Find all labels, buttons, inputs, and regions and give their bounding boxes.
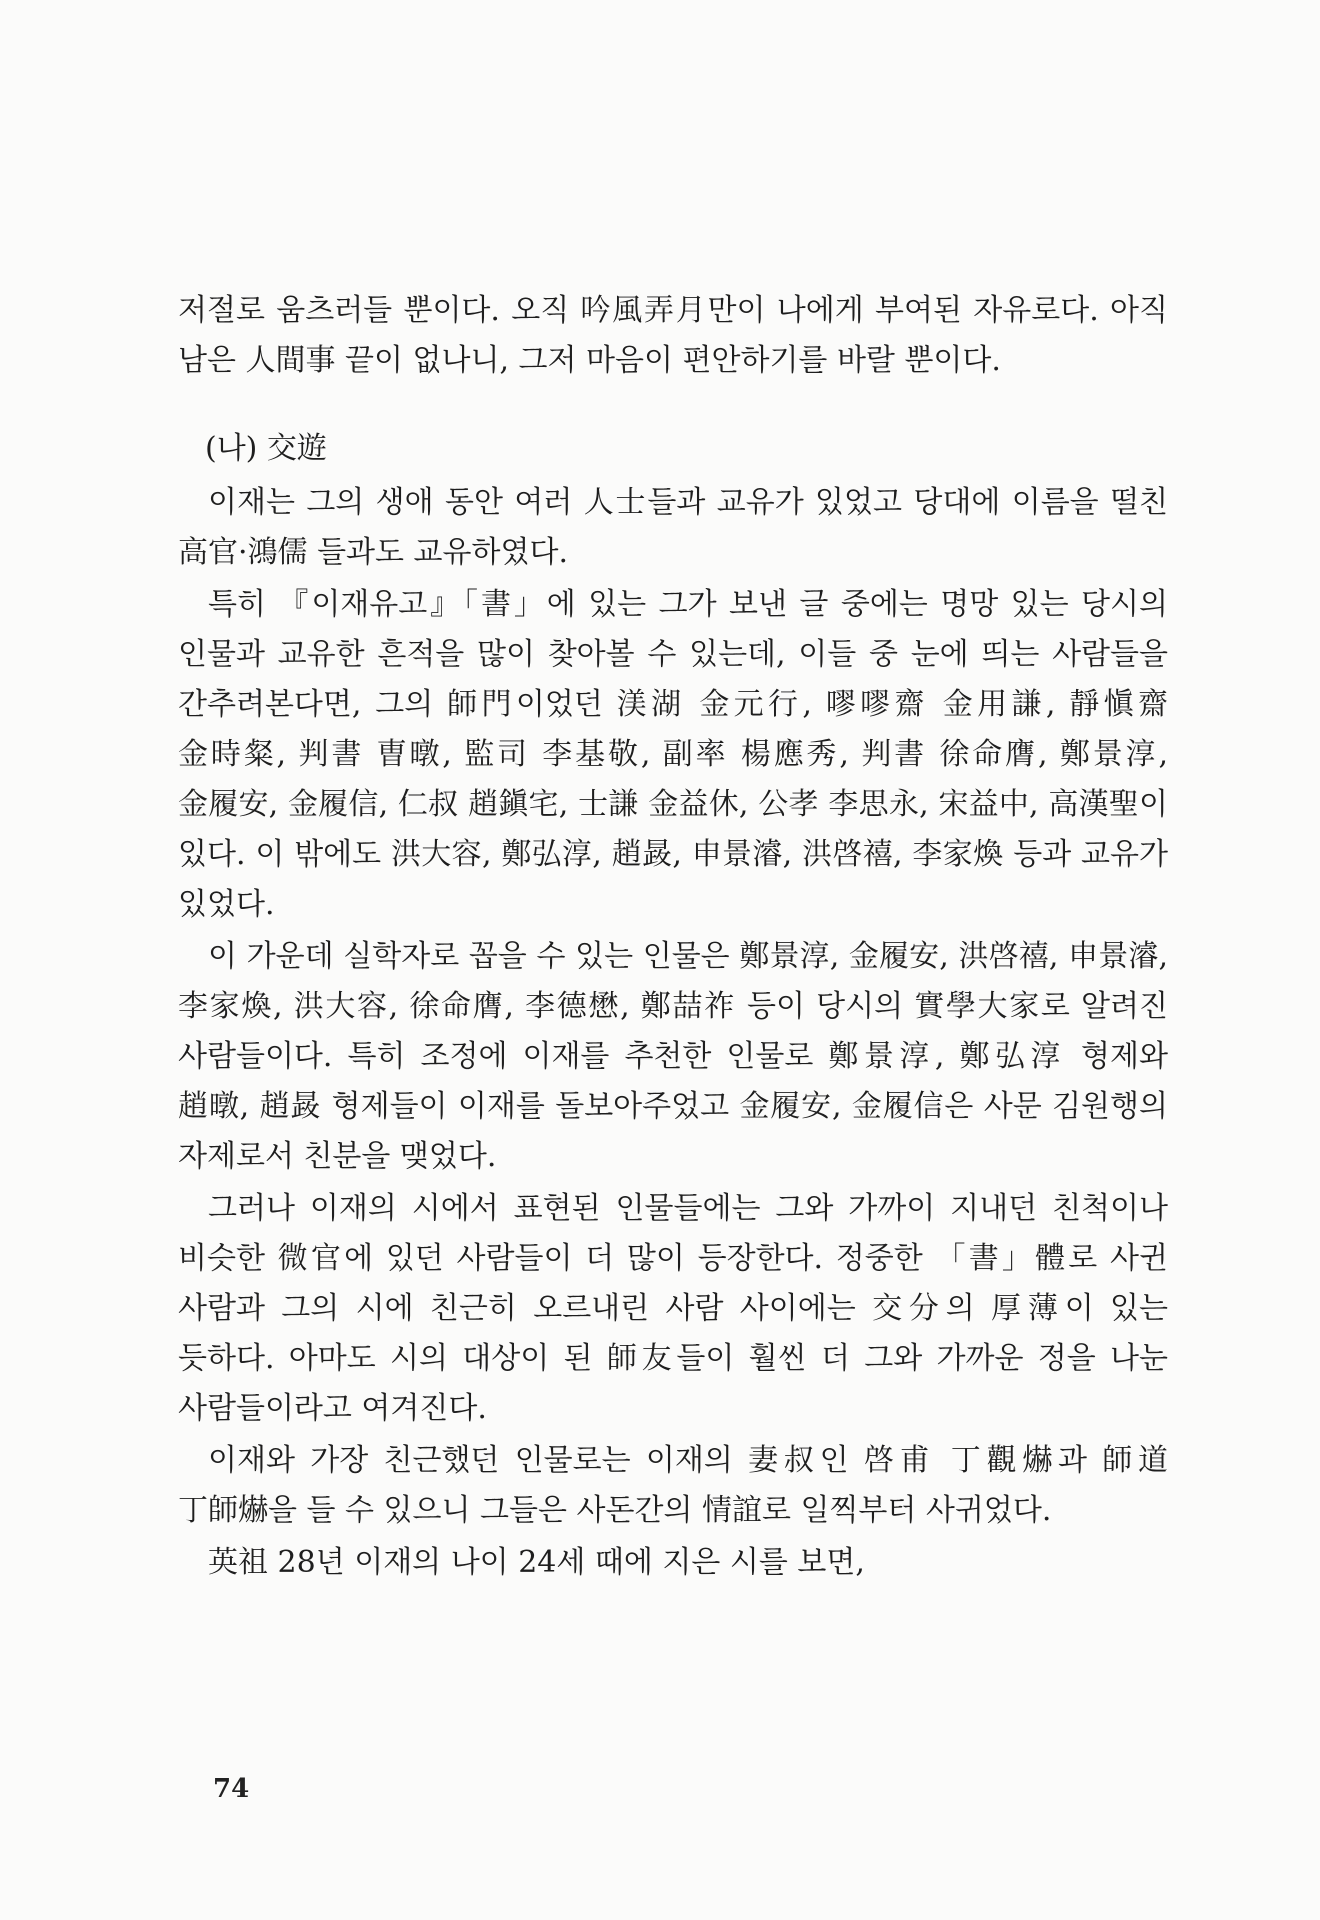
paragraph: 이재는 그의 생애 동안 여러 人士들과 교유가 있었고 당대에 이름을 떨친 高官·鴻儒 들과도 교유하였다.	[178, 485, 1168, 570]
paragraph: 그러나 이재의 시에서 표현된 인물들에는 그와 가까이 지내던 친척이나 비슷한 微官에 있던 사람들이 더 많이 등장한다. 정중한 「書」體로 사귄 사람과 그의 시에 친근히 오르내린 사람 사이에는 交分의 厚薄이 있는 듯하다. 아마도 시의 대상이 된 師友들이 훨씬 더 그와 가까운 정을 나눈 사람들이라고 여겨진다.	[178, 1191, 1168, 1426]
paragraph: 특히 『이재유고』「書」에 있는 그가 보낸 글 중에는 명망 있는 당시의 인물과 교유한 흔적을 많이 찾아볼 수 있는데, 이들 중 눈에 띄는 사람들을 간추려본다면, 그의 師門이었던 渼湖 金元行, 嘐嘐齋 金用謙, 靜愼齋 金時粲, 判書 曺暾, 監司 李基敬, 副率 楊應秀, 判書 徐命膺, 鄭景淳, 金履安, 金履信, 仁叔 趙鎭宅, 士謙 金益休, 公孝 李思永, 宋益中, 高漢聖이 있다. 이 밖에도 洪大容, 鄭弘淳, 趙晸, 申景濬, 洪啓禧, 李家煥 등과 교유가 있었다.	[178, 587, 1168, 922]
paragraph: 이 가운데 실학자로 꼽을 수 있는 인물은 鄭景淳, 金履安, 洪啓禧, 申景濬, 李家煥, 洪大容, 徐命膺, 李德懋, 鄭喆祚 등이 당시의 實學大家로 알려진 사람들이다. 특히 조정에 이재를 추천한 인물로 鄭景淳, 鄭弘淳 형제와 趙暾, 趙晸 형제들이 이재를 돌보아주었고 金履安, 金履信은 사문 김원행의 자제로서 친분을 맺었다.	[178, 939, 1168, 1174]
paragraph: 이재와 가장 친근했던 인물로는 이재의 妻叔인 啓甫 丁觀爀과 師道 丁師爀을 들 수 있으니 그들은 사돈간의 情誼로 일찍부터 사귀었다.	[178, 1443, 1168, 1528]
paragraph: 英祖 28년 이재의 나이 24세 때에 지은 시를 보면,	[208, 1545, 865, 1580]
body-text-block	[178, 478, 1168, 1590]
top-paragraph: 저절로 움츠러들 뿐이다. 오직 吟風弄月만이 나에게 부여된 자유로다. 아직 남은 人間事 끝이 없나니, 그저 마음이 편안하기를 바랄 뿐이다.	[178, 293, 1168, 378]
section-heading: (나) 交遊	[205, 431, 327, 466]
top-text-block	[178, 286, 1168, 388]
page-number: 74	[213, 1774, 250, 1804]
